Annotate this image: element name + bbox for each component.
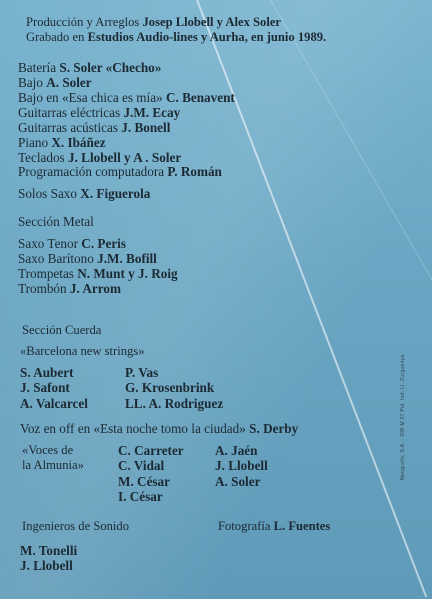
credit-names: P. Román [167,164,222,179]
credit-label: Solos Saxo [18,186,77,201]
seccion-cuerda-heading: Sección Cuerda [22,323,102,337]
voces-singer: C. Vidal [118,458,165,473]
metal-trombon [18,281,121,296]
cuerda-player: LL. A. Rodriguez [125,396,224,411]
credit-names: J.M. Ecay [123,105,181,120]
credit-bajo-chica [18,90,235,105]
cuerda-group-name: «Barcelona new strings» [20,344,145,358]
credit-names: X. Figuerola [80,186,151,201]
ingeniero-name: J. Llobell [20,558,73,573]
credit-label: Batería [18,60,57,75]
voces-singer: A. Jaén [215,443,258,458]
credit-names: J. Bonell [121,120,171,135]
credit-names: J. Llobell y A . Soler [67,150,182,165]
voces-singer: J. Llobell [215,458,268,473]
light-streak-faint [270,0,432,554]
ingeniero-name: M. Tonelli [20,543,78,558]
credit-label: Fotografía [218,519,271,533]
cuerda-player: J. Safont [20,380,70,395]
voces-singer: M. César [118,474,170,489]
credit-teclados [18,150,181,165]
printer-imprint: Neografis, S.A. · DIB M 37 Pol. Ind. Ll. Zurguenya [400,354,406,480]
voces-group-line2: la Almunia» [22,458,84,472]
credit-label: Piano [18,135,49,150]
credit-voz-off [20,421,298,436]
credit-label: Bajo en «Esa chica es mía» [18,90,163,105]
credit-names: S. Derby [249,421,299,436]
credit-label: Teclados [18,150,65,165]
cuerda-player: P. Vas [125,365,159,380]
credit-names: Josep Llobell y Alex Soler [142,15,282,29]
credit-piano [18,135,106,150]
credit-label: Guitarras eléctricas [18,105,121,120]
credit-label: Trombón [18,281,67,296]
metal-saxo-tenor [18,236,126,251]
credit-solos-saxo [18,186,150,201]
credit-names: J.M. Bofill [97,251,157,266]
ingenieros-heading: Ingenieros de Sonido [22,519,130,533]
voces-singer: I. César [118,489,163,504]
credit-names: Estudios Audio-lines y Aurha, en junio 1989. [87,30,327,44]
credit-label: Grabado en [26,30,85,44]
credit-label: Saxo Barítono [18,251,94,266]
credit-names: X. Ibáñez [51,135,106,150]
credit-label: Trompetas [18,266,74,281]
credit-label: Programación computadora [18,164,165,179]
credit-label: Saxo Tenor [18,236,78,251]
cuerda-player: A. Valcarcel [20,396,88,411]
credit-label: Voz en off en «Esta noche tomo la ciudad» [20,421,246,436]
metal-trompetas [18,266,178,281]
metal-saxo-baritono [18,251,157,266]
credit-label: Producción y Arreglos [26,15,140,29]
credit-names: N. Munt y J. Roig [77,266,178,281]
cuerda-player: G. Krosenbrink [125,380,215,395]
credit-label: Bajo [18,75,43,90]
credit-guitarras-electricas [18,105,180,120]
credit-programacion [18,164,222,179]
cuerda-player: S. Aubert [20,365,74,380]
credit-names: L. Fuentes [273,519,331,533]
credit-bateria [18,60,161,75]
voces-group-line1: «Voces de [22,443,74,457]
voces-singer: C. Carreter [118,443,184,458]
credit-names: C. Benavent [165,90,235,105]
credit-names: S. Soler «Checho» [59,60,162,75]
credit-names: J. Arrom [69,281,121,296]
credit-produccion [26,15,281,30]
credit-fotografia [218,519,330,534]
credit-names: A. Soler [46,75,92,90]
credit-names: C. Peris [81,236,126,251]
credit-grabado [26,30,326,45]
seccion-metal-heading: Sección Metal [18,214,94,229]
credit-bajo [18,75,92,90]
credit-guitarras-acusticas [18,120,170,135]
credit-label: Guitarras acústicas [18,120,118,135]
voces-singer: A. Soler [215,474,261,489]
